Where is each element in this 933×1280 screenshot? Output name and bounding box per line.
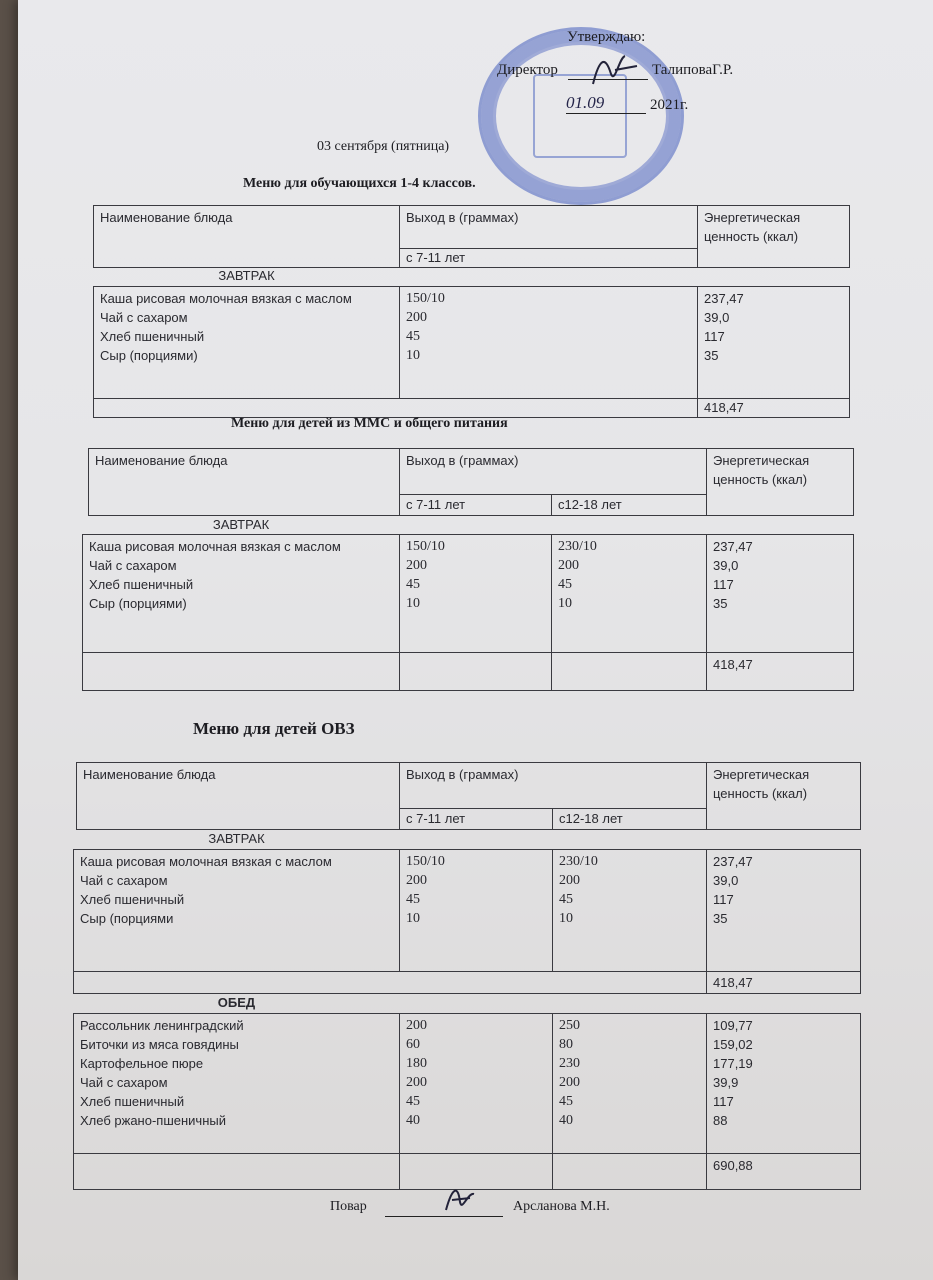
amount-list (400, 286, 698, 398)
cook-label: Повар (330, 1199, 367, 1214)
school-seal-stamp (478, 27, 684, 205)
menu-date: 03 сентября (пятница) (317, 139, 450, 154)
col-header-dish: Наименование блюда (89, 449, 400, 516)
list-item: Чай с сахаром (100, 309, 188, 325)
col-header-energy: Энергетическая ценность (ккал) (698, 206, 850, 268)
age-header: с 7-11 лет (400, 809, 553, 830)
dish-list (74, 1013, 400, 1153)
list-item: 200 (558, 557, 579, 573)
energy-list (707, 534, 854, 652)
amount-list (400, 849, 553, 971)
list-item: 180 (406, 1055, 427, 1071)
menu-table-2 (88, 448, 854, 516)
list-item: 200 (406, 1074, 427, 1090)
list-item: 117 (704, 328, 725, 344)
list-item: Хлеб ржано-пшеничный (80, 1112, 226, 1128)
list-item: 45 (559, 891, 573, 907)
col-header-dish: Наименование блюда (94, 206, 400, 268)
age-header: с 7-11 лет (400, 249, 698, 268)
dish-list (94, 286, 400, 398)
list-item: 200 (559, 872, 580, 888)
list-item: Хлеб пшеничный (80, 1093, 185, 1109)
list-item: 45 (406, 328, 420, 344)
list-item: Хлеб пшеничный (100, 328, 205, 344)
total-energy: 418,47 (698, 398, 850, 417)
list-item: 39,9 (713, 1074, 739, 1090)
menu-title-3: Меню для детей ОВЗ (193, 719, 355, 738)
section-lunch: ОБЕД (74, 993, 400, 1013)
section-breakfast: ЗАВТРАК (94, 268, 400, 286)
list-item: 60 (406, 1036, 420, 1052)
list-item: 200 (406, 1017, 427, 1033)
list-item: Хлеб пшеничный (80, 891, 185, 907)
list-item: 10 (558, 595, 572, 611)
section-breakfast: ЗАВТРАК (74, 830, 400, 849)
menu-table-3 (76, 762, 861, 830)
menu-table-3-body (73, 830, 861, 1190)
list-item: 250 (559, 1017, 580, 1033)
dish-list (83, 534, 400, 652)
list-item: 88 (713, 1112, 728, 1128)
director-label: Директор (497, 62, 558, 78)
list-item: Сыр (порциями (80, 910, 174, 926)
menu-table-1-body (93, 268, 850, 418)
approval-label: Утверждаю: (567, 29, 646, 45)
cook-signature-icon (440, 1180, 480, 1216)
list-item: 200 (559, 1074, 580, 1090)
list-item: 150/10 (406, 538, 445, 554)
total-energy: 418,47 (707, 971, 861, 993)
list-item: 237,47 (713, 538, 753, 554)
list-item: Чай с сахаром (80, 1074, 168, 1090)
age-header: с12-18 лет (552, 495, 707, 516)
list-item: Рассольник ленинградский (80, 1017, 244, 1033)
list-item: 35 (704, 347, 719, 363)
list-item: 237,47 (704, 290, 744, 306)
age-header: с 7-11 лет (400, 495, 552, 516)
list-item: 45 (406, 891, 420, 907)
list-item: 150/10 (406, 290, 445, 306)
energy-list (698, 286, 850, 398)
list-item: Чай с сахаром (89, 557, 177, 573)
total-energy: 418,47 (707, 652, 854, 690)
list-item: 230/10 (559, 853, 598, 869)
list-item: Каша рисовая молочная вязкая с маслом (80, 853, 332, 869)
cook-name: Арсланова М.Н. (513, 1199, 610, 1214)
list-item: Сыр (порциями) (89, 595, 187, 611)
col-header-dish: Наименование блюда (77, 763, 400, 830)
list-item: 80 (559, 1036, 573, 1052)
list-item: 45 (406, 576, 420, 592)
amount-list (553, 1013, 707, 1153)
director-signature-icon (585, 50, 645, 90)
energy-list (707, 1013, 861, 1153)
menu-title-1: Меню для обучающихся 1-4 классов. (243, 176, 476, 191)
list-item: 45 (406, 1093, 420, 1109)
list-item: 117 (713, 1093, 734, 1109)
menu-title-2: Меню для детей из ММС и общего питания (231, 416, 508, 431)
list-item: 39,0 (713, 872, 739, 888)
menu-table-2-body (82, 517, 854, 691)
col-header-output: Выход в (граммах) (400, 206, 698, 249)
col-header-output: Выход в (граммах) (400, 449, 707, 495)
list-item: 159,02 (713, 1036, 753, 1052)
list-item: 10 (406, 347, 420, 363)
col-header-output: Выход в (граммах) (400, 763, 707, 809)
amount-list (552, 534, 707, 652)
list-item: 10 (559, 910, 573, 926)
list-item: 45 (559, 1093, 573, 1109)
list-item: 109,77 (713, 1017, 753, 1033)
list-item: 117 (713, 891, 734, 907)
list-item: Сыр (порциями) (100, 347, 198, 363)
list-item: 230/10 (558, 538, 597, 554)
list-item: Биточки из мяса говядины (80, 1036, 239, 1052)
list-item: 35 (713, 910, 728, 926)
list-item: 10 (406, 595, 420, 611)
dish-list (74, 849, 400, 971)
list-item: 40 (559, 1112, 573, 1128)
col-header-energy: Энергетическая ценность (ккал) (707, 763, 861, 830)
list-item: 10 (406, 910, 420, 926)
list-item: Чай с сахаром (80, 872, 168, 888)
list-item: Каша рисовая молочная вязкая с маслом (100, 290, 352, 306)
cook-signature-line (385, 1216, 503, 1217)
list-item: 200 (406, 309, 427, 325)
handwritten-date: 01.09 (566, 93, 605, 112)
list-item: 40 (406, 1112, 420, 1128)
menu-table-1 (93, 205, 850, 268)
list-item: 117 (713, 576, 734, 592)
amount-list (400, 534, 552, 652)
list-item: 200 (406, 872, 427, 888)
list-item: 45 (558, 576, 572, 592)
age-header: с12-18 лет (553, 809, 707, 830)
list-item: 39,0 (704, 309, 730, 325)
list-item: 39,0 (713, 557, 739, 573)
list-item: Каша рисовая молочная вязкая с маслом (89, 538, 341, 554)
list-item: 35 (713, 595, 728, 611)
list-item: Картофельное пюре (80, 1055, 204, 1071)
approval-year: 2021г. (650, 97, 689, 113)
col-header-energy: Энергетическая ценность (ккал) (707, 449, 854, 516)
date-line (566, 113, 646, 114)
section-breakfast: ЗАВТРАК (83, 517, 400, 534)
list-item: 177,19 (713, 1055, 753, 1071)
list-item: 237,47 (713, 853, 753, 869)
amount-list (553, 849, 707, 971)
list-item: 150/10 (406, 853, 445, 869)
list-item: Хлеб пшеничный (89, 576, 194, 592)
list-item: 230 (559, 1055, 580, 1071)
director-name: ТалиповаГ.Р. (652, 62, 734, 78)
list-item: 200 (406, 557, 427, 573)
amount-list (400, 1013, 553, 1153)
energy-list (707, 849, 861, 971)
total-energy: 690,88 (707, 1153, 861, 1189)
